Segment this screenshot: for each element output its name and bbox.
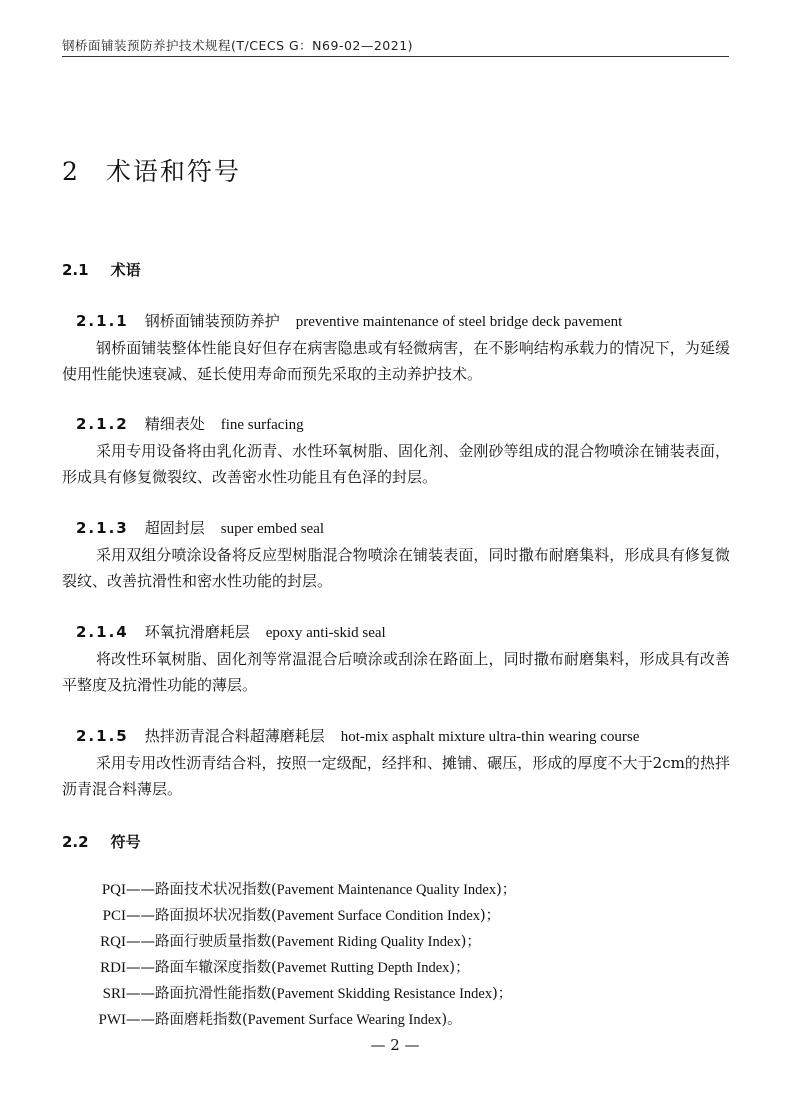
term-definition: 采用专用设备将由乳化沥青、水性环氧树脂、固化剂、金刚砂等组成的混合物喷涂在铺装表面，形成具有修复微裂纹、改善密水性功能且有色泽的封层。 <box>62 442 730 486</box>
symbol-entry <box>62 955 730 981</box>
chapter-title <box>62 152 241 188</box>
term-definition: 钢桥面铺装整体性能良好但存在病害隐患或有轻微病害，在不影响结构承载力的情况下，为延缓使用性能快速衰减、延长使用寿命而预先采取的主动养护技术。 <box>62 339 730 383</box>
symbol-entry <box>62 1007 730 1033</box>
symbol-chinese: ——路面行驶质量指数( <box>126 934 277 950</box>
symbol-key: PCI <box>102 908 126 924</box>
chapter-number: 2 <box>62 157 80 186</box>
symbol-english: Pavement Maintenance Quality Index <box>276 882 497 898</box>
term-entry <box>62 723 730 802</box>
symbol-chinese: ——路面抗滑性能指数( <box>126 986 277 1002</box>
symbol-english: Pavement Skidding Resistance Index <box>276 986 493 1002</box>
symbol-entry <box>62 877 730 903</box>
term-number: 2.1.3 <box>76 519 129 537</box>
symbol-end: )； <box>480 908 501 924</box>
term-number: 2.1.1 <box>76 312 129 330</box>
term-entry <box>62 515 730 594</box>
symbol-chinese: ——路面磨耗指数( <box>126 1012 248 1028</box>
symbol-key: RDI <box>100 960 126 976</box>
term-number: 2.1.2 <box>76 415 129 433</box>
symbol-end: )； <box>449 960 470 976</box>
term-heading <box>62 308 730 335</box>
section-title-text: 术语 <box>110 261 141 279</box>
term-english: fine surfacing <box>220 417 304 433</box>
symbol-entry <box>62 981 730 1007</box>
chapter-title-text: 术语和符号 <box>105 157 241 186</box>
term-heading <box>62 411 730 438</box>
section-number: 2.1 <box>62 261 89 279</box>
symbol-key: PWI <box>98 1012 126 1028</box>
term-chinese: 钢桥面铺装预防养护 <box>144 312 280 330</box>
symbol-end: )。 <box>441 1012 462 1028</box>
term-heading <box>62 723 730 750</box>
symbol-end: )； <box>460 934 481 950</box>
term-english: hot-mix asphalt mixture ultra-thin wearing course <box>340 729 640 745</box>
section-number: 2.2 <box>62 833 89 851</box>
symbol-end: )； <box>492 986 513 1002</box>
term-chinese: 热拌沥青混合料超薄磨耗层 <box>144 727 325 745</box>
symbol-english: Pavement Riding Quality Index <box>276 934 461 950</box>
section-title-terms <box>62 259 141 280</box>
symbol-english: Pavement Surface Condition Index <box>276 908 481 924</box>
term-heading <box>62 515 730 542</box>
term-entry <box>62 619 730 698</box>
term-english: preventive maintenance of steel bridge deck pavement <box>295 314 623 330</box>
symbol-chinese: ——路面车辙深度指数( <box>126 960 277 976</box>
symbol-list <box>62 877 730 1033</box>
symbol-end: )； <box>496 882 517 898</box>
symbol-entry <box>62 903 730 929</box>
symbol-key: SRI <box>102 986 126 1002</box>
term-chinese: 环氧抗滑磨耗层 <box>144 623 250 641</box>
symbol-key: PQI <box>101 882 126 898</box>
header-rule <box>62 56 729 57</box>
term-definition: 将改性环氧树脂、固化剂等常温混合后喷涂或刮涂在路面上，同时撒布耐磨集料，形成具有改善平整度及抗滑性功能的薄层。 <box>62 650 730 694</box>
symbol-chinese: ——路面损坏状况指数( <box>126 908 277 924</box>
term-chinese: 精细表处 <box>144 415 205 433</box>
term-definition: 采用专用改性沥青结合料，按照一定级配，经拌和、摊铺、碾压，形成的厚度不大于2cm的热拌沥青混合料薄层。 <box>62 754 730 798</box>
symbol-chinese: ——路面技术状况指数( <box>126 882 277 898</box>
running-header: 钢桥面铺装预防养护技术规程(T/CECS G：N69-02—2021) <box>62 38 414 53</box>
term-heading <box>62 619 730 646</box>
symbol-english: Pavemet Rutting Depth Index <box>276 960 450 976</box>
term-entry <box>62 411 730 490</box>
term-english: epoxy anti-skid seal <box>265 625 386 641</box>
term-chinese: 超固封层 <box>144 519 205 537</box>
section-title-text: 符号 <box>110 833 141 851</box>
symbol-english: Pavement Surface Wearing Index <box>247 1012 442 1028</box>
term-definition: 采用双组分喷涂设备将反应型树脂混合物喷涂在铺装表面，同时撒布耐磨集料，形成具有修复微裂纹、改善抗滑性和密水性功能的封层。 <box>62 546 730 590</box>
symbol-key: RQI <box>100 934 126 950</box>
term-entry <box>62 308 730 387</box>
term-english: super embed seal <box>220 521 325 537</box>
term-number: 2.1.4 <box>76 623 129 641</box>
page-number: — 2 — <box>370 1036 420 1054</box>
term-number: 2.1.5 <box>76 727 129 745</box>
section-title-symbols <box>62 831 141 852</box>
symbol-entry <box>62 929 730 955</box>
